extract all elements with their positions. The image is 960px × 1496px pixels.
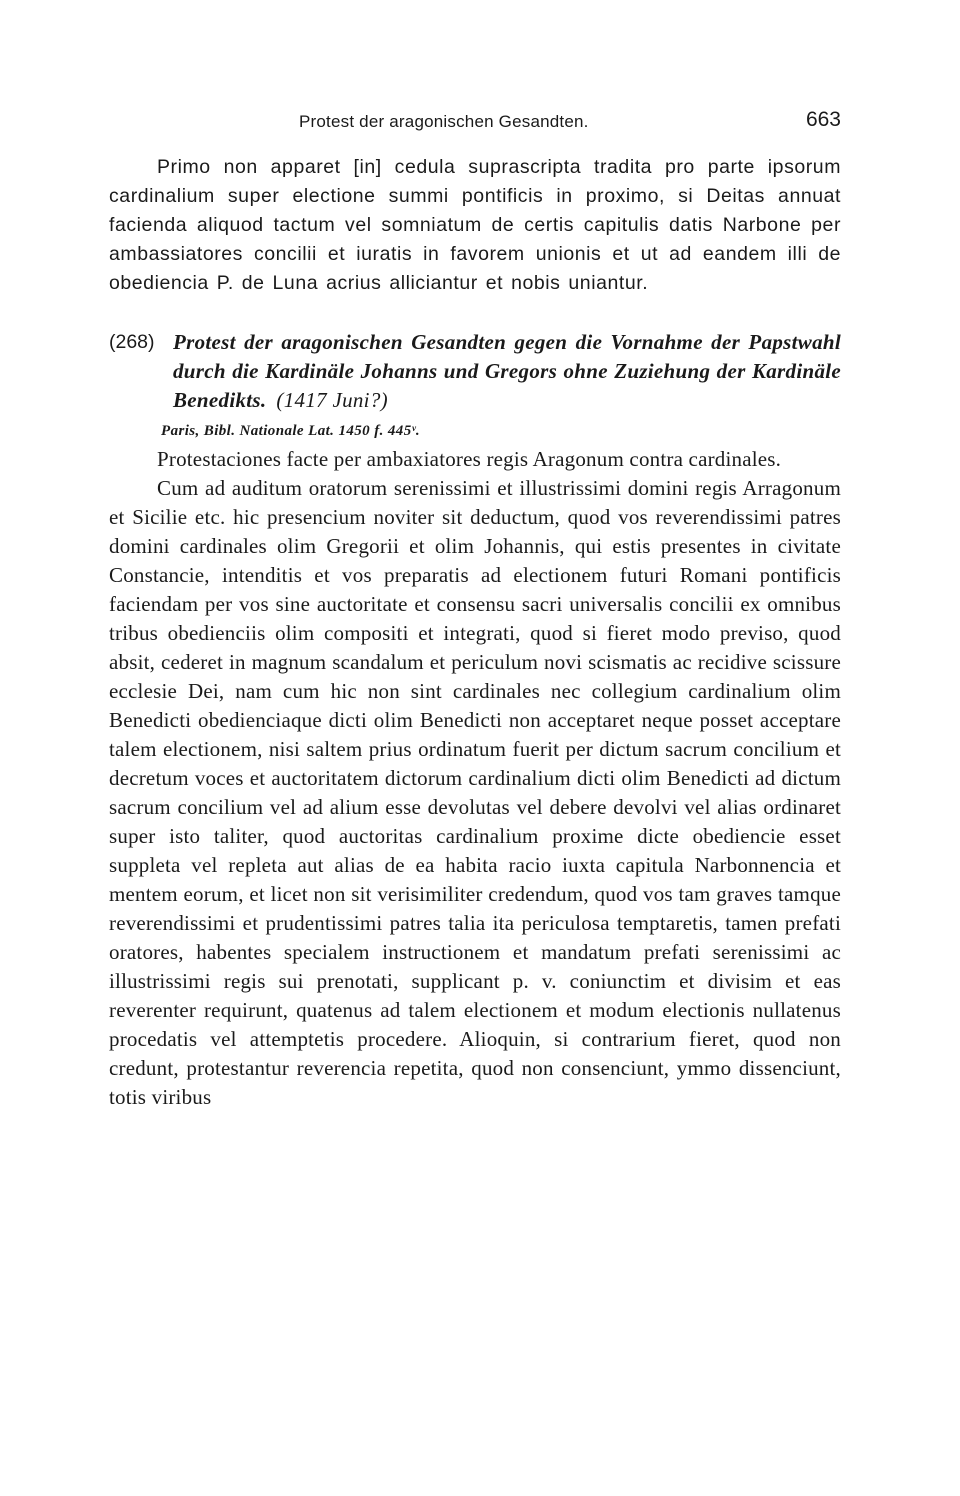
document-text: [109, 445, 841, 1112]
body-text: [109, 153, 841, 1112]
running-title: Protest der aragonischen Gesandten.: [299, 112, 589, 131]
page-number: 663: [805, 108, 841, 131]
regest-block: [109, 328, 841, 415]
paragraph-intro: Primo non apparet [in] cedula suprascripta tradita pro parte ipsorum cardinalium super electione summi pontificis in proximo, si Deitas annuat facienda aliquod tactum vel somniatum de certis capitulis datis Narbone per ambassiatores concilii et iuratis in favorem unionis et ut ad eandem illi de obediencia P. de Luna acrius alliciantur et nobis uniantur.: [109, 156, 841, 294]
paragraph-protest: Cum ad auditum oratorum serenissimi et illustrissimi domini regis Arragonum et Sicilie etc. hic presencium noviter sit deductum, quod vos reverendissimi patres domini cardinales olim Gregorii et olim Johannis, qui estis presentes in civitate Constancie, intenditis et vos preparatis ad electionem futuri Romani pontificis faciendam per vos sine auctoritate et consensu sacri universalis concilii ex omnibus tribus obedienciis olim compositi et integrati, quod si fieret modo previso, quod absit, cederet in magnum scandalum et periculum novi scismatis ac recidive scissure ecclesie Dei, nam cum hic non sint cardinales nec collegium cardinalium olim Benedicti obedienciaque dicti olim Benedicti non acceptaret neque posset acceptare talem electionem, nisi saltem prius ordinatum fuerit per dictum sacrum concilium et decretum voces et auctoritatem dictorum cardinalium dicti olim Benedicti ad dictum sacrum concilium vel ad alium esse devolutas vel debere devolvi vel alias ordinaret super isto taliter, quod auctoritas cardinalium proxime dicte obediencie esset suppleta vel repleta aut alias de ea habita racio iuxta capitula Narbonnencia et mentem eorum, et licet non sit verisimiliter credendum, quod vos tam graves tamque reverendissimi et prudentissimi patres talia ita periculosa temptaretis, tamen prefati oratores, habentes specialem instructionem et mandatum prefati serenissimi ac illustrissimi regis sui prenotati, supplicant p. v. coniunctim et divisim et eas reverenter requirunt, quatenus ad talem electionem et modum electionis nullatenus procedatis vel attemptetis procedere. Alioquin, si contrarium fieret, quod non credunt, protestantur reverencia repetita, quod non consenciunt, ymmo dissenciunt, totis viribus: [109, 476, 841, 1109]
regest-number: (268): [109, 331, 155, 353]
document-heading-line: Protestaciones facte per ambaxiatores regis Aragonum contra cardinales.: [157, 447, 782, 471]
regest-date: (1417 Juni?): [276, 388, 388, 412]
running-head: [109, 108, 841, 138]
regest-title: Protest der aragonischen Gesandten gegen die Vornahme der Papstwahl durch die Kardinäle Johanns und Gregors ohne Zuziehung der Kardinäle Benedikts.: [173, 330, 841, 412]
source-reference: Paris, Bibl. Nationale Lat. 1450 f. 445ᵛ.: [161, 423, 421, 439]
regest-summary: [173, 328, 841, 415]
